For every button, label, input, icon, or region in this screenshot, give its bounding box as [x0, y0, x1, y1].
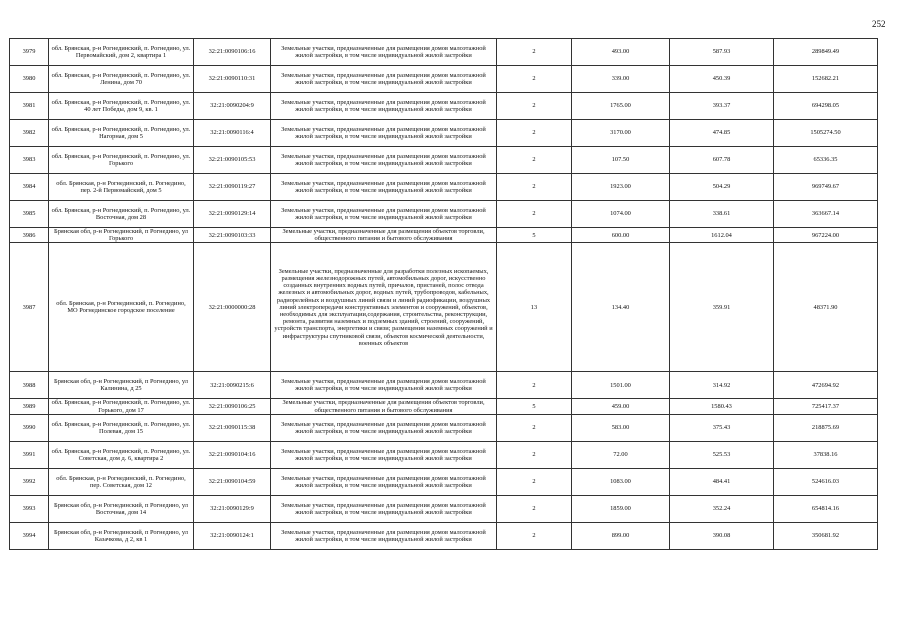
use-group-cell: 2 [497, 39, 572, 66]
permitted-use-cell: Земельные участки, предназначенные для разработки полезных ископаемых, размещения железнодорожных путей, автомобильных дорог, искусственно созданных внутренних водных путей, причалов, пристаней, полос отвода железных и автомобильных дорог, водных путей, трубопроводов, кабельных, радиорелейных и воздушных линий связи и линий радиофикации, воздушных линий электропередачи конструктивных элементов и сооружений, объектов, необходимых для эксплуатации,содержания, строительства, реконструкции, ремонта, развития наземных и подземных зданий, строений, сооружений, устройств транспорта, энергетики и связи; размещения наземных сооружений и инфраструктуры спутниковой связи, объектов космической деятельности, военных объектов [271, 243, 497, 372]
address-cell: обл. Брянская, р-н Рогнединский, п. Рогнедино, ул. Советская, дом д. 6, квартира 2 [49, 441, 194, 468]
land-registry-table [9, 38, 878, 550]
permitted-use-cell: Земельные участки, предназначенные для размещения домов малоэтажной жилой застройки, в том числе индивидуальной жилой застройки [271, 441, 497, 468]
specific-value-cell: 1612.04 [670, 228, 774, 243]
row-number: 3980 [10, 66, 49, 93]
permitted-use-cell: Земельные участки, предназначенные для размещения домов малоэтажной жилой застройки, в том числе индивидуальной жилой застройки [271, 414, 497, 441]
use-group-cell: 2 [497, 522, 572, 549]
address-cell: обл. Брянская, р-н Рогнединский, п. Рогнедино, МО Рогнединское городское поселение [49, 243, 194, 372]
permitted-use-cell: Земельные участки, предназначенные для размещения объектов торговли, общественного питания и бытового обслуживания [271, 228, 497, 243]
permitted-use-cell: Земельные участки, предназначенные для размещения домов малоэтажной жилой застройки, в том числе индивидуальной жилой застройки [271, 495, 497, 522]
cadastral-number-cell: 32:21:0000000:28 [194, 243, 271, 372]
cadastral-value-cell: 363667.14 [774, 201, 878, 228]
cadastral-value-cell: 48371.90 [774, 243, 878, 372]
cadastral-value-cell: 524616.03 [774, 468, 878, 495]
use-group-cell: 13 [497, 243, 572, 372]
address-cell: обл. Брянская, р-н Рогнединский, п. Рогнедино, ул. Горького, дом 17 [49, 399, 194, 414]
row-number: 3987 [10, 243, 49, 372]
address-cell: обл. Брянская, р-н Рогнединский, п. Рогнедино, ул. Ленина, дом 70 [49, 66, 194, 93]
use-group-cell: 2 [497, 414, 572, 441]
cadastral-value-cell: 289849.49 [774, 39, 878, 66]
area-cell: 1074.00 [572, 201, 670, 228]
table-row [10, 243, 878, 372]
area-cell: 3170.00 [572, 120, 670, 147]
address-cell: обл. Брянская, р-н Рогнединский, п. Рогнедино, ул. 40 лет Победы, дом 9, кв. 1 [49, 93, 194, 120]
table-row [10, 228, 878, 243]
table-row [10, 174, 878, 201]
use-group-cell: 2 [497, 120, 572, 147]
permitted-use-cell: Земельные участки, предназначенные для размещения домов малоэтажной жилой застройки, в том числе индивидуальной жилой застройки [271, 66, 497, 93]
cadastral-number-cell: 32:21:0090104:16 [194, 441, 271, 468]
cadastral-number-cell: 32:21:0090215:6 [194, 372, 271, 399]
table-row [10, 522, 878, 549]
cadastral-number-cell: 32:21:0090106:16 [194, 39, 271, 66]
cadastral-value-cell: 37838.16 [774, 441, 878, 468]
address-cell: обл. Брянская, р-н Рогнединский, п. Рогнедино, ул. Нагорная, дом 5 [49, 120, 194, 147]
cadastral-value-cell: 218875.69 [774, 414, 878, 441]
row-number: 3981 [10, 93, 49, 120]
area-cell: 899.00 [572, 522, 670, 549]
use-group-cell: 2 [497, 174, 572, 201]
cadastral-value-cell: 65336.35 [774, 147, 878, 174]
row-number: 3982 [10, 120, 49, 147]
table-row [10, 147, 878, 174]
specific-value-cell: 338.61 [670, 201, 774, 228]
address-cell: Брянская обл, р-н Рогнединский, п Рогнедино, ул Горького [49, 228, 194, 243]
area-cell: 583.00 [572, 414, 670, 441]
specific-value-cell: 587.93 [670, 39, 774, 66]
permitted-use-cell: Земельные участки, предназначенные для размещения домов малоэтажной жилой застройки, в том числе индивидуальной жилой застройки [271, 522, 497, 549]
cadastral-value-cell: 1505274.50 [774, 120, 878, 147]
table-row [10, 39, 878, 66]
specific-value-cell: 474.85 [670, 120, 774, 147]
cadastral-value-cell: 969749.67 [774, 174, 878, 201]
use-group-cell: 2 [497, 93, 572, 120]
cadastral-number-cell: 32:21:0090106:25 [194, 399, 271, 414]
cadastral-number-cell: 32:21:0090119:27 [194, 174, 271, 201]
permitted-use-cell: Земельные участки, предназначенные для размещения объектов торговли, общественного питания и бытового обслуживания [271, 399, 497, 414]
cadastral-number-cell: 32:21:0090115:38 [194, 414, 271, 441]
area-cell: 339.00 [572, 66, 670, 93]
table-row [10, 93, 878, 120]
cadastral-number-cell: 32:21:0090103:33 [194, 228, 271, 243]
area-cell: 1923.00 [572, 174, 670, 201]
table-row [10, 201, 878, 228]
row-number: 3983 [10, 147, 49, 174]
specific-value-cell: 352.24 [670, 495, 774, 522]
specific-value-cell: 1580.43 [670, 399, 774, 414]
address-cell: обл. Брянская, р-н Рогнединский, п. Рогнедино, ул. Полевая, дом 15 [49, 414, 194, 441]
cadastral-number-cell: 32:21:0090129:14 [194, 201, 271, 228]
use-group-cell: 5 [497, 399, 572, 414]
permitted-use-cell: Земельные участки, предназначенные для размещения домов малоэтажной жилой застройки, в том числе индивидуальной жилой застройки [271, 120, 497, 147]
table-row [10, 495, 878, 522]
permitted-use-cell: Земельные участки, предназначенные для размещения домов малоэтажной жилой застройки, в том числе индивидуальной жилой застройки [271, 174, 497, 201]
row-number: 3979 [10, 39, 49, 66]
table-row [10, 66, 878, 93]
address-cell: обл. Брянская, р-н Рогнединский, п. Рогнедино, ул. Восточная, дом 28 [49, 201, 194, 228]
permitted-use-cell: Земельные участки, предназначенные для размещения домов малоэтажной жилой застройки, в том числе индивидуальной жилой застройки [271, 468, 497, 495]
address-cell: обл. Брянская, р-н Рогнединский, п. Рогнедино, пер. 2-й Первомайский, дом 5 [49, 174, 194, 201]
address-cell: Брянская обл, р-н Рогнединский, п Рогнедино, ул Калинина, д 25 [49, 372, 194, 399]
cadastral-value-cell: 472694.92 [774, 372, 878, 399]
specific-value-cell: 375.43 [670, 414, 774, 441]
cadastral-value-cell: 967224.00 [774, 228, 878, 243]
area-cell: 1859.00 [572, 495, 670, 522]
cadastral-value-cell: 654814.16 [774, 495, 878, 522]
specific-value-cell: 359.91 [670, 243, 774, 372]
specific-value-cell: 393.37 [670, 93, 774, 120]
row-number: 3994 [10, 522, 49, 549]
row-number: 3991 [10, 441, 49, 468]
cadastral-value-cell: 350681.92 [774, 522, 878, 549]
address-cell: Брянская обл, р-н Рогнединский, п Рогнедино, ул Казачкова, д 2, кв 1 [49, 522, 194, 549]
specific-value-cell: 607.78 [670, 147, 774, 174]
cadastral-value-cell: 152682.21 [774, 66, 878, 93]
specific-value-cell: 484.41 [670, 468, 774, 495]
cadastral-number-cell: 32:21:0090124:1 [194, 522, 271, 549]
row-number: 3984 [10, 174, 49, 201]
row-number: 3989 [10, 399, 49, 414]
use-group-cell: 5 [497, 228, 572, 243]
cadastral-number-cell: 32:21:0090129:9 [194, 495, 271, 522]
address-cell: Брянская обл, р-н Рогнединский, п Рогнедино, ул Восточная, дом 14 [49, 495, 194, 522]
cadastral-value-cell: 694298.05 [774, 93, 878, 120]
table-row [10, 441, 878, 468]
cadastral-value-cell: 725417.37 [774, 399, 878, 414]
permitted-use-cell: Земельные участки, предназначенные для размещения домов малоэтажной жилой застройки, в том числе индивидуальной жилой застройки [271, 39, 497, 66]
specific-value-cell: 450.39 [670, 66, 774, 93]
use-group-cell: 2 [497, 441, 572, 468]
table-row [10, 120, 878, 147]
row-number: 3993 [10, 495, 49, 522]
row-number: 3986 [10, 228, 49, 243]
use-group-cell: 2 [497, 66, 572, 93]
table-body [10, 39, 878, 550]
cadastral-number-cell: 32:21:0090204:9 [194, 93, 271, 120]
area-cell: 107.50 [572, 147, 670, 174]
area-cell: 72.00 [572, 441, 670, 468]
address-cell: обл. Брянская, р-н Рогнединский, п. Рогнедино, пер. Советская, дом 12 [49, 468, 194, 495]
permitted-use-cell: Земельные участки, предназначенные для размещения домов малоэтажной жилой застройки, в том числе индивидуальной жилой застройки [271, 147, 497, 174]
row-number: 3992 [10, 468, 49, 495]
area-cell: 459.00 [572, 399, 670, 414]
use-group-cell: 2 [497, 201, 572, 228]
permitted-use-cell: Земельные участки, предназначенные для размещения домов малоэтажной жилой застройки, в том числе индивидуальной жилой застройки [271, 93, 497, 120]
specific-value-cell: 390.08 [670, 522, 774, 549]
area-cell: 493.00 [572, 39, 670, 66]
area-cell: 600.00 [572, 228, 670, 243]
row-number: 3990 [10, 414, 49, 441]
cadastral-number-cell: 32:21:0090116:4 [194, 120, 271, 147]
row-number: 3988 [10, 372, 49, 399]
area-cell: 134.40 [572, 243, 670, 372]
use-group-cell: 2 [497, 495, 572, 522]
table-row [10, 399, 878, 414]
area-cell: 1765.00 [572, 93, 670, 120]
use-group-cell: 2 [497, 147, 572, 174]
permitted-use-cell: Земельные участки, предназначенные для размещения домов малоэтажной жилой застройки, в том числе индивидуальной жилой застройки [271, 372, 497, 399]
cadastral-number-cell: 32:21:0090110:31 [194, 66, 271, 93]
permitted-use-cell: Земельные участки, предназначенные для размещения домов малоэтажной жилой застройки, в том числе индивидуальной жилой застройки [271, 201, 497, 228]
area-cell: 1501.00 [572, 372, 670, 399]
specific-value-cell: 504.29 [670, 174, 774, 201]
table-row [10, 372, 878, 399]
use-group-cell: 2 [497, 468, 572, 495]
specific-value-cell: 314.92 [670, 372, 774, 399]
table-row [10, 414, 878, 441]
table-row [10, 468, 878, 495]
address-cell: обл. Брянская, р-н Рогнединский, п. Рогнедино, ул. Горького [49, 147, 194, 174]
cadastral-number-cell: 32:21:0090104:59 [194, 468, 271, 495]
use-group-cell: 2 [497, 372, 572, 399]
address-cell: обл. Брянская, р-н Рогнединский, п. Рогнедино, ул. Первомайский, дом 2, квартира 1 [49, 39, 194, 66]
area-cell: 1083.00 [572, 468, 670, 495]
page-number: 252 [872, 19, 886, 29]
specific-value-cell: 525.53 [670, 441, 774, 468]
row-number: 3985 [10, 201, 49, 228]
cadastral-number-cell: 32:21:0090105:53 [194, 147, 271, 174]
